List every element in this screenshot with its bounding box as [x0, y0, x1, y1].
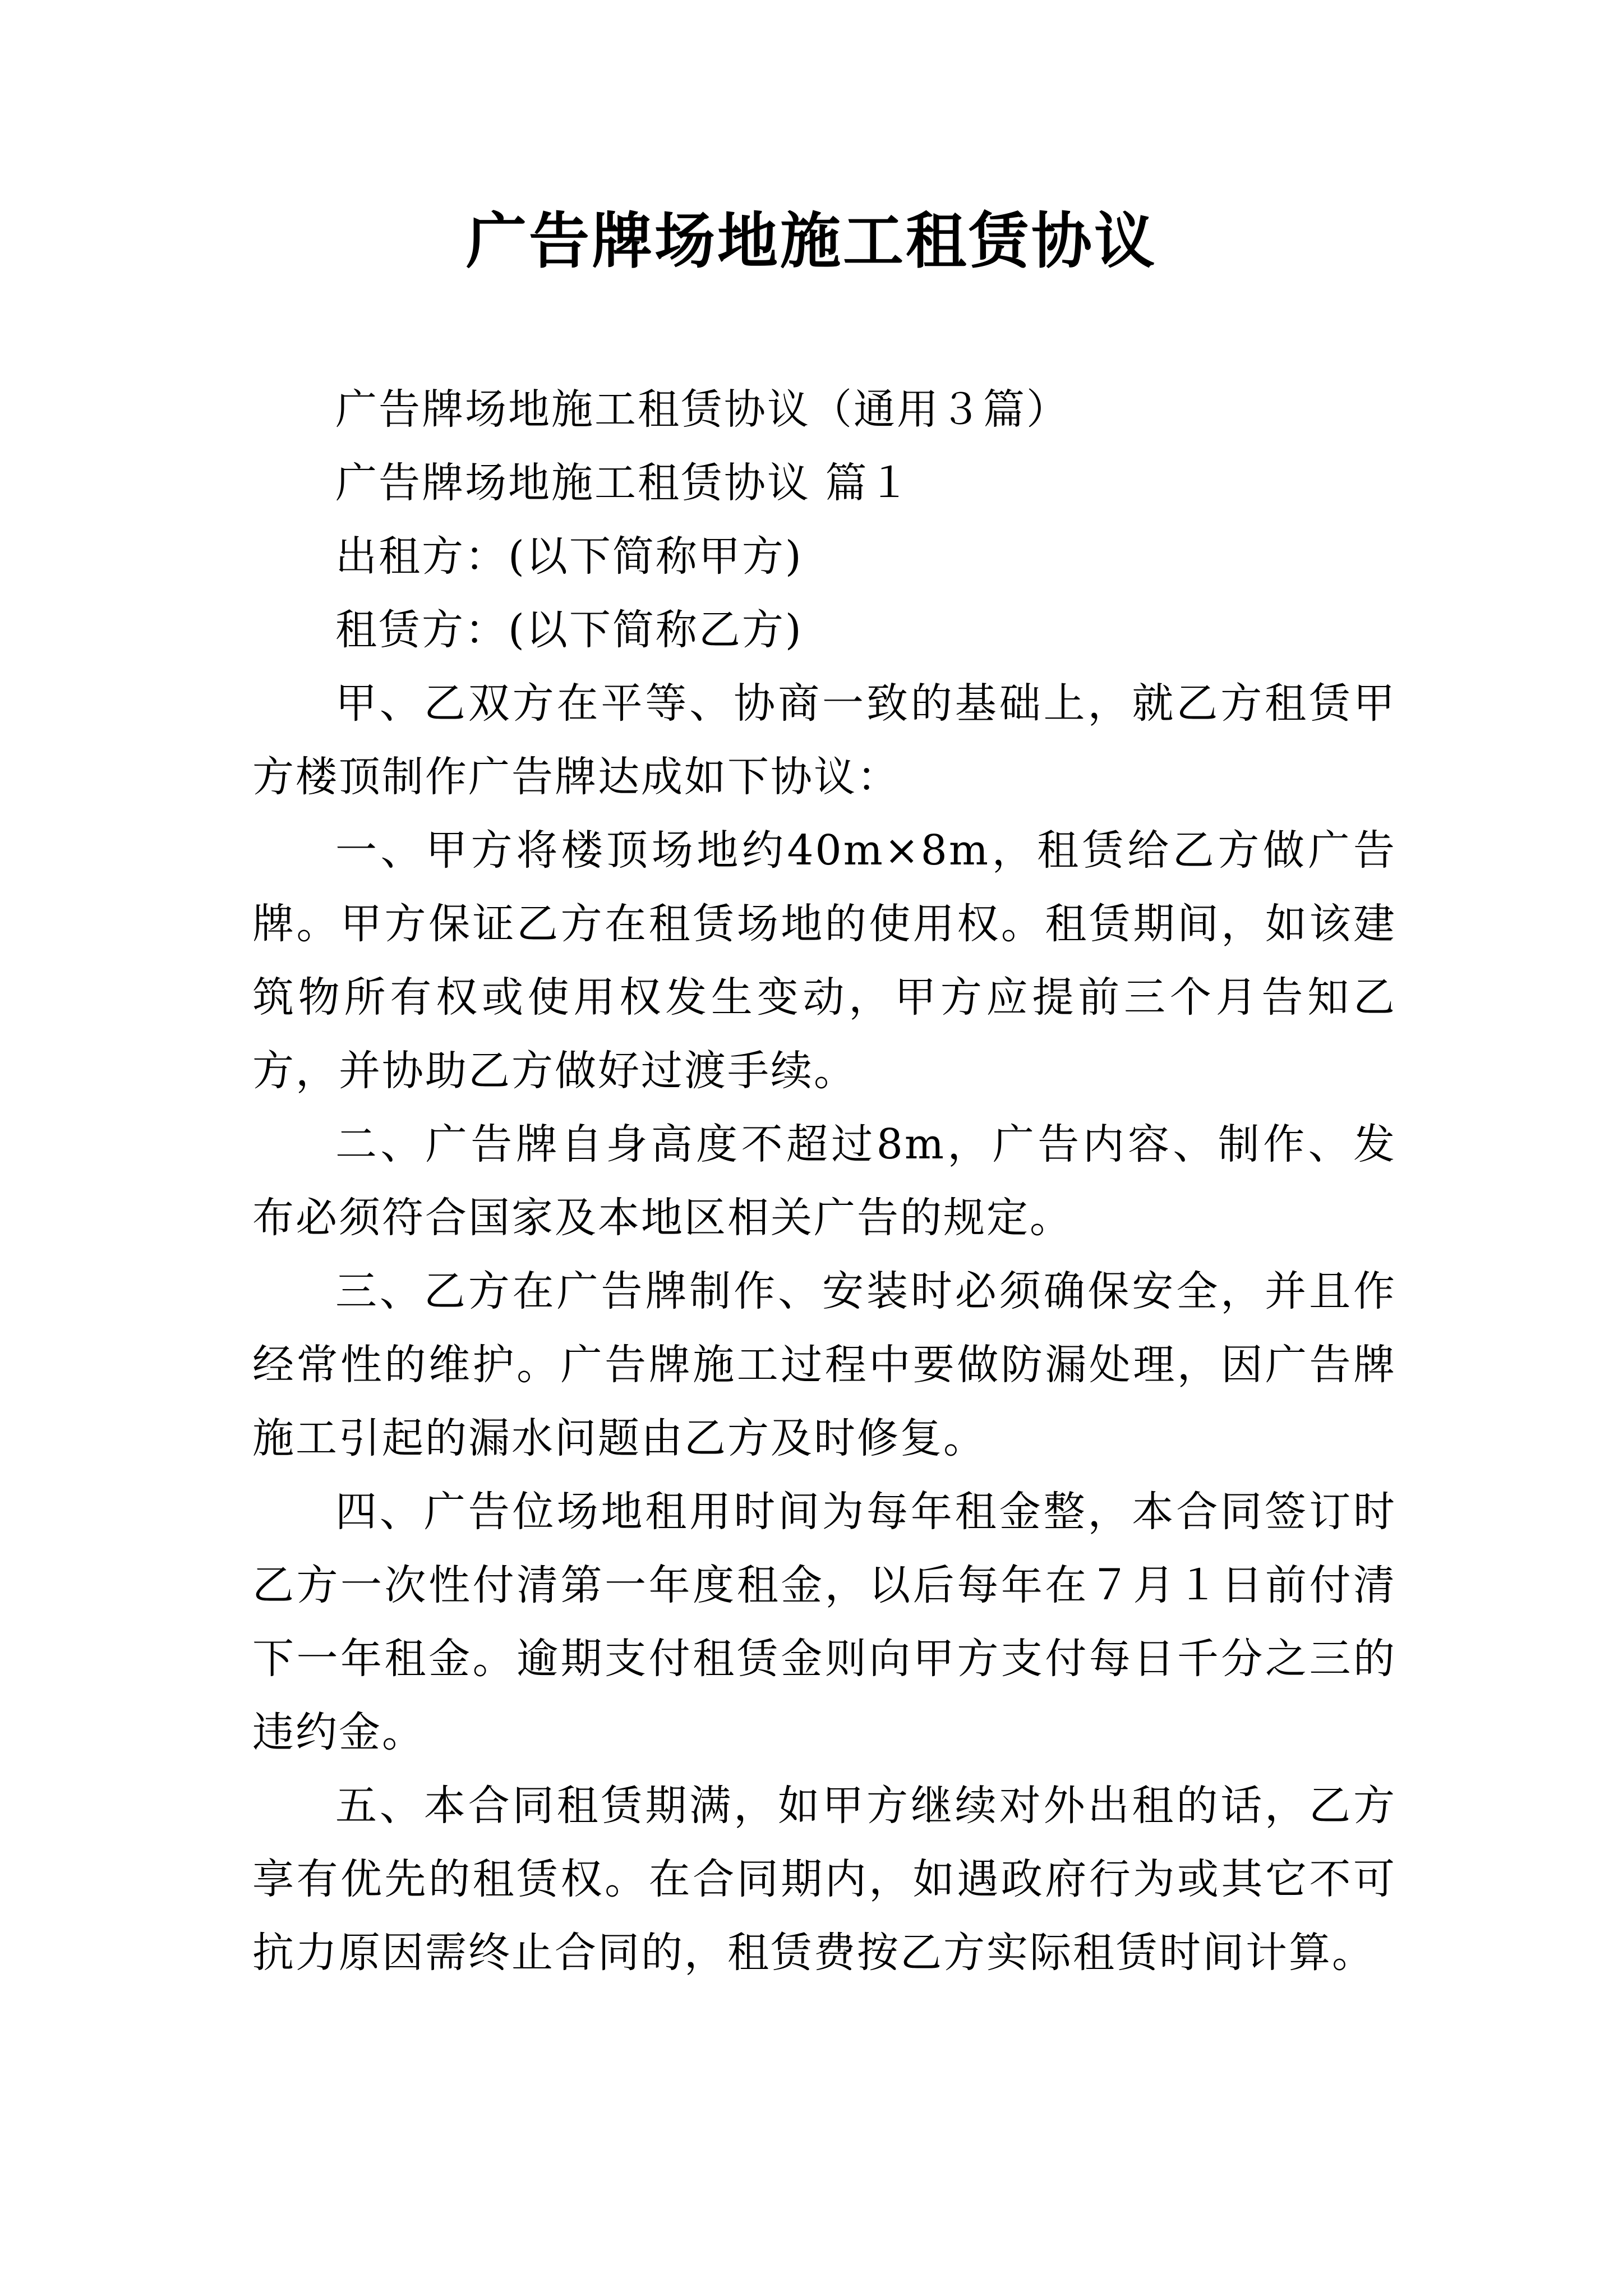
- paragraph-lessee: 租赁方：(以下简称乙方): [335, 606, 803, 654]
- paragraph-clause-5: 五、本合同租赁期满，如甲方继续对外出租的话，乙方享有优先的租赁权。在合同期内，如遇政府行为或其它不可抗力原因需终止合同的，租赁费按乙方实际租赁时间计算。: [252, 1782, 1396, 1977]
- paragraph-lessor: 出租方：(以下简称甲方): [335, 532, 803, 581]
- paragraph-article-heading: 广告牌场地施工租赁协议 篇１: [335, 459, 912, 507]
- paragraph-clause-3: 三、乙方在广告牌制作、安装时必须确保安全，并且作经常性的维护。广告牌施工过程中要做防漏处理，因广告牌施工引起的漏水问题由乙方及时修复。: [252, 1267, 1396, 1462]
- paragraph-clause-2: 二、广告牌自身高度不超过8m，广告内容、制作、发布必须符合国家及本地区相关广告的规定。: [252, 1120, 1396, 1242]
- paragraph-clause-1: 一、甲方将楼顶场地约40m×8m，租赁给乙方做广告牌。甲方保证乙方在租赁场地的使用权。租赁期间，如该建筑物所有权或使用权发生变动，甲方应提前三个月告知乙方，并协助乙方做好过渡手续。: [252, 826, 1396, 1095]
- document-title: 广告牌场地施工租赁协议: [465, 206, 1157, 277]
- document-body: [252, 373, 1396, 1990]
- paragraph-collection-heading: 广告牌场地施工租赁协议（通用３篇）: [335, 385, 1069, 434]
- paragraph-preamble: 甲、乙双方在平等、协商一致的基础上，就乙方租赁甲方楼顶制作广告牌达成如下协议：: [252, 679, 1396, 801]
- paragraph-clause-4: 四、广告位场地租用时间为每年租金整，本合同签订时乙方一次性付清第一年度租金，以后每年在７月１日前付清下一年租金。逾期支付租赁金则向甲方支付每日千分之三的违约金。: [252, 1488, 1396, 1756]
